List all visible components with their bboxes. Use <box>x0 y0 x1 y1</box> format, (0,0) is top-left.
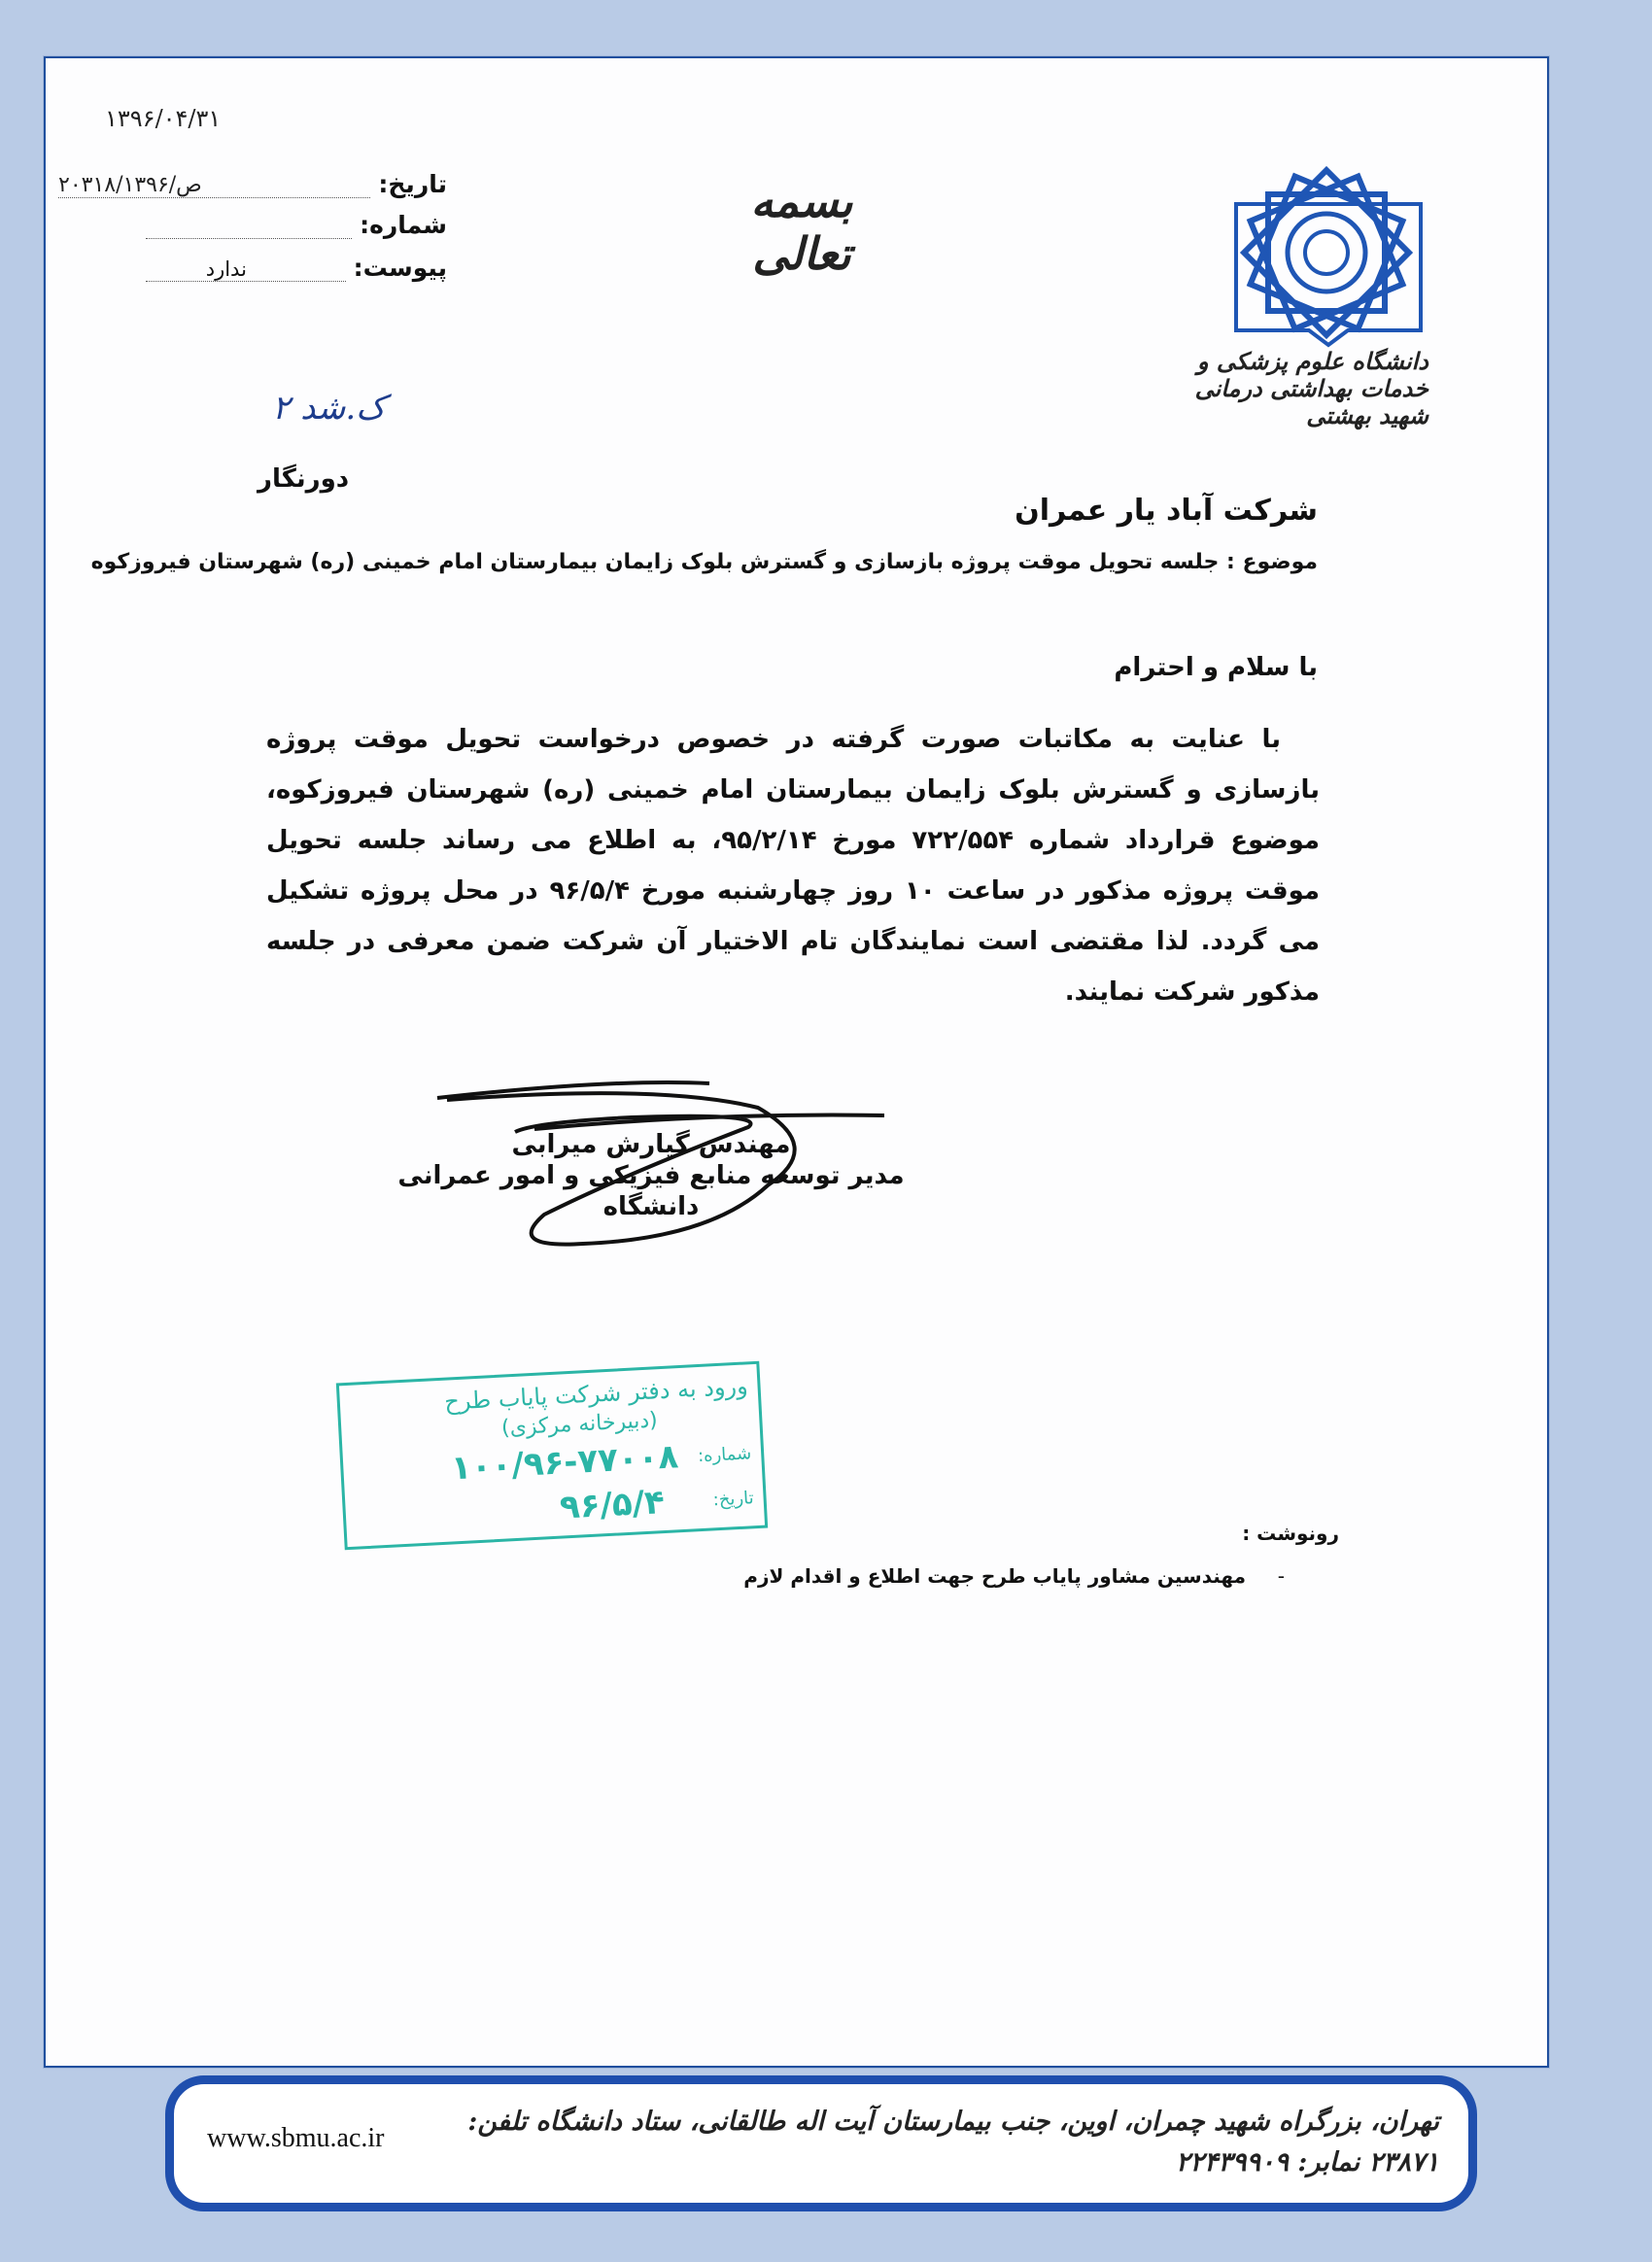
stamp-number-value: ۱۰۰/۹۶-۷۷۰۰۸ <box>450 1437 680 1489</box>
signatory-title: مدیر توسعه منابع فیزیکی و امور عمرانی دانشگاه <box>397 1161 905 1221</box>
stamp-line2: (دبیرخانه مرکزی) <box>500 1408 659 1441</box>
signatory-name: مهندس گیارش میرابی <box>511 1130 791 1159</box>
cc-dash: - <box>1277 1564 1285 1588</box>
stamp-number-label: شماره: <box>697 1442 752 1466</box>
handwritten-initials: ک.شد ۲ <box>272 389 386 428</box>
stamp-line1: ورود به دفتر شرکت پایاب طرح <box>443 1372 749 1416</box>
greeting: با سلام و احترام <box>1114 653 1318 682</box>
received-date: ۱۳۹۶/۰۴/۳۱ <box>105 105 222 132</box>
cc-label: رونوشت : <box>1242 1522 1339 1545</box>
basmala: بسمه تعالی <box>750 175 853 280</box>
body-paragraph: با عنایت به مکاتبات صورت گرفته در خصوص درخواست تحویل موقت پروژه بازسازی و گسترش بلوک زایمان بیمارستان امام خمینی (ره) شهرستان فیروزکوه، موضوع قرارداد شماره ۷۲۲/۵۵۴ مورخ ۹۵/۲/۱۴، به اطلاع می رساند جلسه تحویل موقت پروژه مذکور در ساعت ۱۰ روز چهارشنبه مورخ ۹۶/۵/۴ در محل پروژه تشکیل می گردد. لذا مقتضی است نمایندگان تام الاختیار آن شرکت ضمن معرفی در جلسه مذکور شرکت نمایند. <box>266 725 1320 1007</box>
footer-website[interactable]: www.sbmu.ac.ir <box>207 2123 385 2153</box>
number-label: شماره: <box>360 211 447 239</box>
attachment-label: پیوست: <box>353 254 447 282</box>
subject: موضوع : جلسه تحویل موقت پروژه بازسازی و گسترش بلوک زایمان بیمارستان امام خمینی (ره) شهرستان فیروزکوه <box>90 550 1318 574</box>
number-value <box>146 215 352 239</box>
date-value: ۲۰۳۱۸/ص/۱۳۹۶ <box>58 173 370 198</box>
letter-body <box>266 714 1320 1017</box>
receipt-stamp <box>336 1361 768 1551</box>
attachment-value: ندارد <box>146 257 346 282</box>
fax-label: دورنگار <box>258 464 350 494</box>
university-logo <box>1147 155 1428 429</box>
cc-item: مهندسین مشاور پایاب طرح جهت اطلاع و اقدام لازم <box>743 1564 1246 1588</box>
header-fields <box>58 157 447 282</box>
date-label: تاریخ: <box>378 170 447 198</box>
recipient: شرکت آباد یار عمران <box>1015 494 1318 528</box>
signatory <box>350 1129 952 1222</box>
footer-address: تهران، بزرگراه شهید چمران، اوین، جنب بیمارستان آیت اله طالقانی، ستاد دانشگاه تلفن: ۲۳۸۷۱ نمابر: ۲۲۴۳۹۹۰۹ <box>467 2107 1439 2177</box>
stamp-date-value: ۹۶/۵/۴ <box>559 1483 666 1527</box>
university-name: دانشگاه علوم پزشکی و خدمات بهداشتی درمانی شهید بهشتی <box>1194 347 1428 429</box>
stamp-date-label: تاریخ: <box>712 1487 755 1510</box>
footer-bar <box>165 2075 1477 2211</box>
